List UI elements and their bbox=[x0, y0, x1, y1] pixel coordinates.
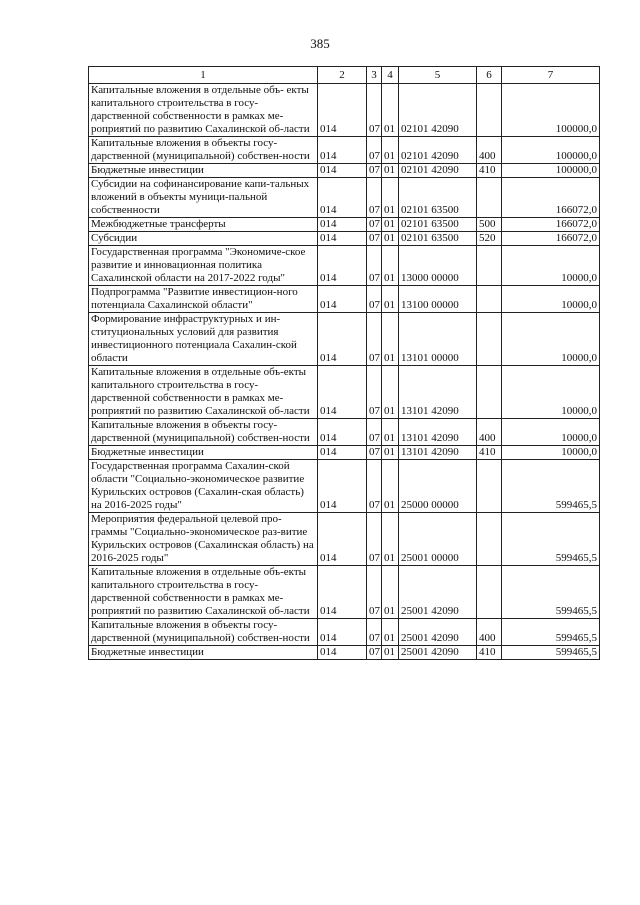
budget-table bbox=[88, 66, 600, 660]
col-4-value: 01 bbox=[382, 178, 399, 218]
column-header: 7 bbox=[502, 67, 600, 84]
col-7-value: 100000,0 bbox=[502, 84, 600, 137]
row-name: Подпрограмма "Развитие инвестицион-ного потенциала Сахалинской области" bbox=[89, 286, 318, 313]
column-header: 2 bbox=[318, 67, 367, 84]
col-5-value: 25001 42090 bbox=[399, 566, 477, 619]
col-5-value: 13101 42090 bbox=[399, 419, 477, 446]
col-6-value: 410 bbox=[477, 164, 502, 178]
column-header: 1 bbox=[89, 67, 318, 84]
col-2-value: 014 bbox=[318, 286, 367, 313]
col-5-value: 02101 42090 bbox=[399, 84, 477, 137]
col-2-value: 014 bbox=[318, 313, 367, 366]
col-4-value: 01 bbox=[382, 419, 399, 446]
col-6-value bbox=[477, 178, 502, 218]
col-3-value: 07 bbox=[367, 460, 382, 513]
col-4-value: 01 bbox=[382, 313, 399, 366]
col-2-value: 014 bbox=[318, 218, 367, 232]
col-4-value: 01 bbox=[382, 619, 399, 646]
table-row bbox=[89, 446, 600, 460]
col-3-value: 07 bbox=[367, 84, 382, 137]
col-4-value: 01 bbox=[382, 164, 399, 178]
col-5-value: 25000 00000 bbox=[399, 460, 477, 513]
page-number: 385 bbox=[310, 36, 330, 51]
col-6-value: 400 bbox=[477, 419, 502, 446]
col-4-value: 01 bbox=[382, 446, 399, 460]
col-6-value bbox=[477, 286, 502, 313]
col-7-value: 166072,0 bbox=[502, 178, 600, 218]
col-5-value: 25001 42090 bbox=[399, 619, 477, 646]
col-5-value: 25001 42090 bbox=[399, 646, 477, 660]
col-7-value: 10000,0 bbox=[502, 419, 600, 446]
col-6-value: 410 bbox=[477, 446, 502, 460]
row-name: Капитальные вложения в объекты госу-дарственной (муниципальной) собствен-ности bbox=[89, 619, 318, 646]
col-2-value: 014 bbox=[318, 246, 367, 286]
col-6-value: 500 bbox=[477, 218, 502, 232]
col-4-value: 01 bbox=[382, 84, 399, 137]
row-name: Бюджетные инвестиции bbox=[89, 646, 318, 660]
col-3-value: 07 bbox=[367, 246, 382, 286]
row-name: Мероприятия федеральной целевой про-граммы "Социально-экономическое раз-витие Курильских островов (Сахалинская область) на 2016-2025 годы" bbox=[89, 513, 318, 566]
row-name: Бюджетные инвестиции bbox=[89, 164, 318, 178]
col-4-value: 01 bbox=[382, 137, 399, 164]
column-header: 3 bbox=[367, 67, 382, 84]
row-name: Государственная программа "Экономиче-ское развитие и инновационная политика Сахалинской области на 2017-2022 годы" bbox=[89, 246, 318, 286]
table-row bbox=[89, 646, 600, 660]
col-2-value: 014 bbox=[318, 419, 367, 446]
col-6-value: 520 bbox=[477, 232, 502, 246]
col-2-value: 014 bbox=[318, 137, 367, 164]
col-6-value bbox=[477, 513, 502, 566]
col-2-value: 014 bbox=[318, 366, 367, 419]
col-3-value: 07 bbox=[367, 164, 382, 178]
column-header: 4 bbox=[382, 67, 399, 84]
col-7-value: 10000,0 bbox=[502, 446, 600, 460]
col-6-value bbox=[477, 366, 502, 419]
col-7-value: 599465,5 bbox=[502, 646, 600, 660]
col-7-value: 10000,0 bbox=[502, 286, 600, 313]
col-3-value: 07 bbox=[367, 286, 382, 313]
col-2-value: 014 bbox=[318, 566, 367, 619]
header-row bbox=[89, 67, 600, 84]
col-4-value: 01 bbox=[382, 460, 399, 513]
col-5-value: 02101 63500 bbox=[399, 218, 477, 232]
col-3-value: 07 bbox=[367, 218, 382, 232]
row-name: Капитальные вложения в отдельные объ- екты капитального строительства в госу-дарственной собственности в рамках ме-роприятий по развитию Сахалинской об-ласти bbox=[89, 84, 318, 137]
col-6-value: 400 bbox=[477, 619, 502, 646]
col-3-value: 07 bbox=[367, 313, 382, 366]
col-7-value: 100000,0 bbox=[502, 164, 600, 178]
table-row bbox=[89, 246, 600, 286]
row-name: Межбюджетные трансферты bbox=[89, 218, 318, 232]
col-4-value: 01 bbox=[382, 232, 399, 246]
table-row bbox=[89, 460, 600, 513]
table-row bbox=[89, 137, 600, 164]
table-row bbox=[89, 513, 600, 566]
col-7-value: 599465,5 bbox=[502, 619, 600, 646]
row-name: Субсидии bbox=[89, 232, 318, 246]
table-row bbox=[89, 566, 600, 619]
col-2-value: 014 bbox=[318, 460, 367, 513]
col-4-value: 01 bbox=[382, 646, 399, 660]
col-2-value: 014 bbox=[318, 178, 367, 218]
table-row bbox=[89, 619, 600, 646]
table-row bbox=[89, 419, 600, 446]
col-5-value: 13000 00000 bbox=[399, 246, 477, 286]
col-6-value bbox=[477, 313, 502, 366]
col-3-value: 07 bbox=[367, 566, 382, 619]
table-row bbox=[89, 164, 600, 178]
col-4-value: 01 bbox=[382, 286, 399, 313]
col-7-value: 599465,5 bbox=[502, 513, 600, 566]
row-name: Формирование инфраструктурных и ин-ституциональных условий для развития инвестиционного потенциала Сахалин-ской области bbox=[89, 313, 318, 366]
col-3-value: 07 bbox=[367, 137, 382, 164]
col-3-value: 07 bbox=[367, 419, 382, 446]
table-row bbox=[89, 366, 600, 419]
row-name: Субсидии на софинансирование капи-тальных вложений в объекты муници-пальной собственности bbox=[89, 178, 318, 218]
col-6-value: 410 bbox=[477, 646, 502, 660]
col-5-value: 02101 42090 bbox=[399, 137, 477, 164]
col-4-value: 01 bbox=[382, 246, 399, 286]
col-6-value bbox=[477, 566, 502, 619]
column-header: 5 bbox=[399, 67, 477, 84]
col-7-value: 166072,0 bbox=[502, 232, 600, 246]
col-2-value: 014 bbox=[318, 513, 367, 566]
table-row bbox=[89, 232, 600, 246]
col-7-value: 100000,0 bbox=[502, 137, 600, 164]
row-name: Капитальные вложения в отдельные объ-екты капитального строительства в госу-дарственной собственности в рамках ме-роприятий по развитию Сахалинской об-ласти bbox=[89, 566, 318, 619]
col-3-value: 07 bbox=[367, 366, 382, 419]
col-2-value: 014 bbox=[318, 164, 367, 178]
col-5-value: 13101 42090 bbox=[399, 366, 477, 419]
row-name: Бюджетные инвестиции bbox=[89, 446, 318, 460]
col-5-value: 13101 42090 bbox=[399, 446, 477, 460]
row-name: Государственная программа Сахалин-ской области "Социально-экономическое развитие Курильских островов (Сахалин-ская область) на 2016-2025 годы" bbox=[89, 460, 318, 513]
table-row bbox=[89, 178, 600, 218]
col-7-value: 599465,5 bbox=[502, 460, 600, 513]
col-3-value: 07 bbox=[367, 646, 382, 660]
col-7-value: 10000,0 bbox=[502, 366, 600, 419]
col-7-value: 10000,0 bbox=[502, 313, 600, 366]
row-name: Капитальные вложения в объекты госу-дарственной (муниципальной) собствен-ности bbox=[89, 137, 318, 164]
col-2-value: 014 bbox=[318, 619, 367, 646]
col-7-value: 166072,0 bbox=[502, 218, 600, 232]
col-2-value: 014 bbox=[318, 446, 367, 460]
col-2-value: 014 bbox=[318, 232, 367, 246]
column-header: 6 bbox=[477, 67, 502, 84]
col-3-value: 07 bbox=[367, 232, 382, 246]
col-4-value: 01 bbox=[382, 218, 399, 232]
row-name: Капитальные вложения в объекты госу-дарственной (муниципальной) собствен-ности bbox=[89, 419, 318, 446]
col-4-value: 01 bbox=[382, 566, 399, 619]
col-7-value: 599465,5 bbox=[502, 566, 600, 619]
col-5-value: 02101 63500 bbox=[399, 178, 477, 218]
row-name: Капитальные вложения в отдельные объ-екты капитального строительства в госу-дарственной собственности в рамках ме-роприятий по развитию Сахалинской об-ласти bbox=[89, 366, 318, 419]
table-row bbox=[89, 84, 600, 137]
col-3-value: 07 bbox=[367, 446, 382, 460]
col-6-value bbox=[477, 460, 502, 513]
col-2-value: 014 bbox=[318, 84, 367, 137]
col-5-value: 02101 42090 bbox=[399, 164, 477, 178]
col-5-value: 13101 00000 bbox=[399, 313, 477, 366]
col-3-value: 07 bbox=[367, 619, 382, 646]
table-row bbox=[89, 286, 600, 313]
col-6-value: 400 bbox=[477, 137, 502, 164]
col-7-value: 10000,0 bbox=[502, 246, 600, 286]
col-4-value: 01 bbox=[382, 513, 399, 566]
col-6-value bbox=[477, 246, 502, 286]
table-row bbox=[89, 218, 600, 232]
col-5-value: 13100 00000 bbox=[399, 286, 477, 313]
col-5-value: 25001 00000 bbox=[399, 513, 477, 566]
col-6-value bbox=[477, 84, 502, 137]
col-5-value: 02101 63500 bbox=[399, 232, 477, 246]
table-row bbox=[89, 313, 600, 366]
col-4-value: 01 bbox=[382, 366, 399, 419]
col-3-value: 07 bbox=[367, 513, 382, 566]
col-3-value: 07 bbox=[367, 178, 382, 218]
col-2-value: 014 bbox=[318, 646, 367, 660]
